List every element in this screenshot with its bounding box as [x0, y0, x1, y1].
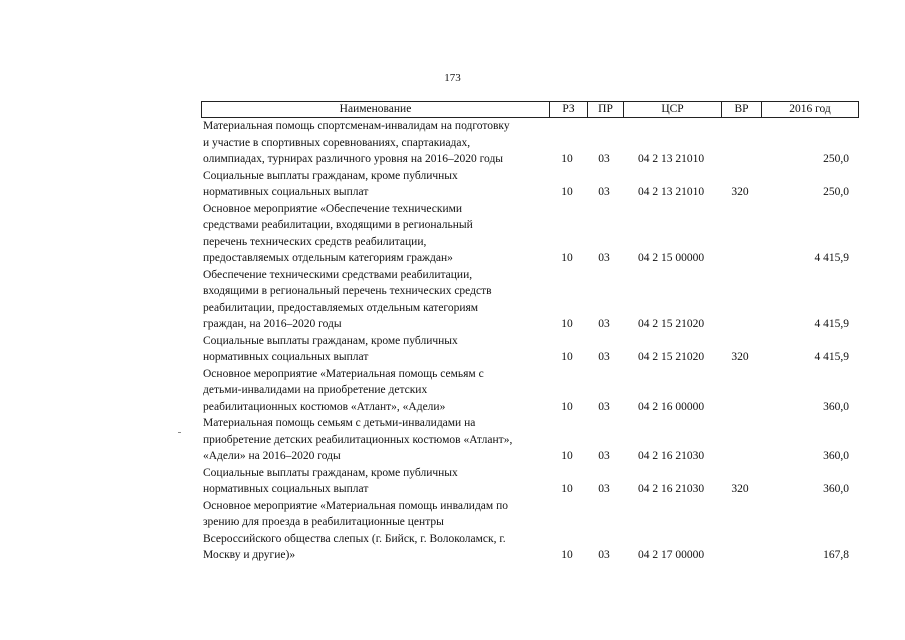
row-csr: 04 2 15 21020 — [637, 318, 705, 330]
row-amount: 250,0 — [823, 153, 849, 165]
row-name-line: реабилитации, предоставляемых отдельным категориям — [203, 301, 479, 314]
row-vr: 320 — [731, 186, 749, 198]
table-row — [201, 118, 859, 168]
row-name-line: входящими в региональный перечень технических средств — [203, 285, 492, 297]
row-name — [201, 415, 548, 465]
row-rz: 10 — [561, 549, 573, 561]
row-rz: 10 — [561, 186, 573, 198]
row-rz: 10 — [561, 400, 573, 413]
header-name: Наименование — [339, 103, 412, 115]
row-name — [201, 366, 548, 416]
row-csr: 04 2 13 21010 — [637, 153, 705, 165]
row-pr: 03 — [598, 351, 610, 363]
margin-mark — [178, 432, 181, 433]
row-pr: 03 — [598, 186, 610, 198]
table-row — [201, 201, 859, 267]
row-name-line: граждан, на 2016–2020 годы — [203, 318, 342, 330]
row-vr: 320 — [731, 351, 749, 363]
row-name-line: нормативных социальных выплат — [203, 186, 369, 198]
table-row — [201, 498, 859, 564]
table-header — [201, 101, 859, 118]
row-rz: 10 — [561, 153, 573, 165]
row-name-line: предоставляемых отдельным категориям граждан» — [203, 252, 453, 264]
row-name-line: Основное мероприятие «Обеспечение техническими — [203, 202, 463, 215]
row-pr: 03 — [598, 483, 610, 495]
row-csr: 04 2 16 21030 — [637, 450, 705, 462]
row-name-line: олимпиадах, турнирах различного уровня на 2016–2020 годы — [203, 153, 504, 165]
row-name — [201, 333, 548, 366]
row-pr: 03 — [598, 549, 610, 561]
row-name — [201, 118, 548, 168]
row-name-line: и участие в спортивных соревнованиях, спартакиадах, — [203, 136, 471, 149]
row-name-line: Материальная помощь семьям с детьми-инвалидами на — [203, 417, 476, 429]
row-name-line: нормативных социальных выплат — [203, 351, 369, 363]
table-row — [201, 333, 859, 366]
row-pr: 03 — [598, 318, 610, 330]
row-name-line: Материальная помощь спортсменам-инвалидам на подготовку — [203, 120, 510, 132]
table-body — [201, 118, 859, 564]
page-number: 173 — [444, 72, 461, 84]
row-name-line: Обеспечение техническими средствами реабилитации, — [203, 268, 473, 281]
row-rz: 10 — [561, 450, 573, 462]
row-name-line: Социальные выплаты гражданам, кроме публичных — [203, 334, 458, 347]
row-pr: 03 — [598, 252, 610, 264]
row-amount: 360,0 — [823, 450, 849, 462]
row-vr: 320 — [731, 483, 749, 495]
row-name-line: Всероссийского общества слепых (г. Бийск, г. Волоколамск, г. — [203, 532, 506, 545]
row-amount: 250,0 — [823, 186, 849, 198]
row-name-line: реабилитационных костюмов «Атлант», «Адели» — [203, 400, 446, 413]
table-row — [201, 366, 859, 416]
header-year: 2016 год — [761, 102, 858, 117]
header-vr: ВР — [721, 102, 761, 117]
row-pr: 03 — [598, 153, 610, 165]
row-name-line: средствами реабилитации, входящими в региональный — [203, 219, 473, 231]
row-name-line: Основное мероприятие «Материальная помощь семьям с — [203, 367, 484, 380]
row-rz: 10 — [561, 351, 573, 363]
row-csr: 04 2 13 21010 — [637, 186, 705, 198]
row-name-line: перечень технических средств реабилитации, — [203, 235, 427, 248]
row-rz: 10 — [561, 483, 573, 495]
row-pr: 03 — [598, 400, 610, 413]
row-name-line: нормативных социальных выплат — [203, 483, 369, 495]
row-amount: 4 415,9 — [814, 318, 849, 330]
row-name-line: зрению для проезда в реабилитационные центры — [203, 516, 444, 528]
row-name — [201, 168, 548, 201]
row-csr: 04 2 16 21030 — [637, 483, 705, 495]
row-name — [201, 465, 548, 498]
row-amount: 360,0 — [823, 400, 849, 413]
table-row — [201, 465, 859, 498]
row-csr: 04 2 16 00000 — [637, 400, 705, 413]
row-name — [201, 201, 548, 267]
row-rz: 10 — [561, 318, 573, 330]
header-csr: ЦСР — [623, 102, 721, 117]
header-pr: ПР — [587, 102, 623, 117]
row-name-line: детьми-инвалидами на приобретение детских — [203, 384, 428, 396]
row-csr: 04 2 15 00000 — [637, 252, 705, 264]
row-csr: 04 2 17 00000 — [637, 549, 705, 561]
row-name-line: приобретение детских реабилитационных костюмов «Атлант», — [203, 433, 513, 446]
row-name-line: Москву и другие)» — [203, 549, 296, 561]
header-rz: РЗ — [549, 102, 587, 117]
row-name-line: «Адели» на 2016–2020 годы — [203, 450, 341, 462]
budget-table — [201, 101, 859, 564]
row-amount: 4 415,9 — [814, 351, 849, 363]
table-row — [201, 415, 859, 465]
row-name-line: Социальные выплаты гражданам, кроме публичных — [203, 466, 458, 479]
row-rz: 10 — [561, 252, 573, 264]
row-amount: 167,8 — [823, 549, 849, 561]
row-name-line: Социальные выплаты гражданам, кроме публичных — [203, 169, 458, 182]
row-name-line: Основное мероприятие «Материальная помощь инвалидам по — [203, 499, 508, 512]
table-row — [201, 267, 859, 333]
row-pr: 03 — [598, 450, 610, 462]
row-amount: 4 415,9 — [814, 252, 849, 264]
row-name — [201, 498, 548, 564]
table-row — [201, 168, 859, 201]
row-amount: 360,0 — [823, 483, 849, 495]
row-csr: 04 2 15 21020 — [637, 351, 705, 363]
row-name — [201, 267, 548, 333]
